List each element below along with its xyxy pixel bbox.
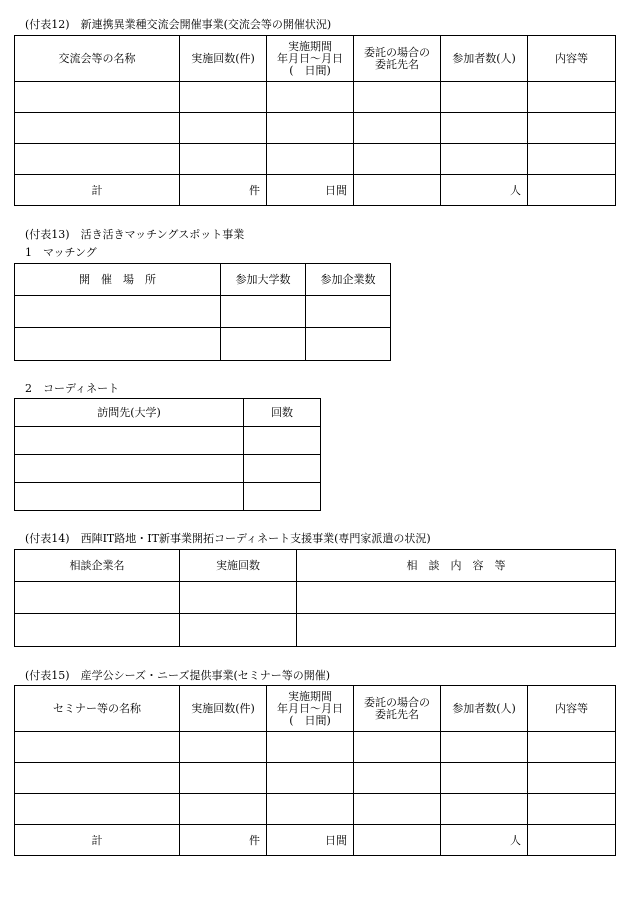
table15-title: (付表15) 産学公シーズ・ニーズ提供事業(セミナー等の開催) <box>25 669 331 682</box>
header-visit-university: 訪問先(大学) <box>15 399 244 427</box>
total-people-unit: 人 <box>441 825 528 856</box>
header-count: 実施回数(件) <box>180 686 267 732</box>
table13-title: (付表13) 活き活きマッチングスポット事業 <box>25 228 245 241</box>
header-count: 実施回数(件) <box>180 36 267 82</box>
table-row <box>15 296 391 328</box>
header-visit-count: 回数 <box>244 399 321 427</box>
total-count-unit: 件 <box>180 175 267 206</box>
total-people-unit: 人 <box>441 175 528 206</box>
header-content: 内容等 <box>528 686 616 732</box>
table-row <box>15 483 321 511</box>
header-seminar-name: セミナー等の名称 <box>15 686 180 732</box>
table-row <box>15 582 616 614</box>
table13-coordinate <box>14 398 321 511</box>
table-row <box>15 82 616 113</box>
header-content: 内容等 <box>528 36 616 82</box>
table-row <box>15 328 391 361</box>
header-sessions: 実施回数 <box>180 550 297 582</box>
table12-title: (付表12) 新連携異業種交流会開催事業(交流会等の開催状況) <box>25 18 332 31</box>
header-universities: 参加大学数 <box>221 264 306 296</box>
table-row <box>15 113 616 144</box>
total-row <box>15 175 616 206</box>
header-consult-content: 相 談 内 容 等 <box>297 550 616 582</box>
header-contractor: 委託の場合の 委託先名 <box>354 36 441 82</box>
total-label: 計 <box>15 175 180 206</box>
header-participants: 参加者数(人) <box>441 36 528 82</box>
total-count-unit: 件 <box>180 825 267 856</box>
header-period: 実施期間 年月日～月日 ( 日間) <box>267 36 354 82</box>
coordinate-subtitle: 2 コーディネート <box>25 382 120 395</box>
table-row <box>15 455 321 483</box>
table14-consulting <box>14 549 616 647</box>
total-label: 計 <box>15 825 180 856</box>
matching-subtitle: 1 マッチング <box>25 246 97 259</box>
header-company: 相談企業名 <box>15 550 180 582</box>
header-venue: 開 催 場 所 <box>15 264 221 296</box>
table-row <box>15 732 616 763</box>
table-row <box>15 794 616 825</box>
table-row <box>15 144 616 175</box>
table13-matching <box>14 263 391 361</box>
table-row <box>15 427 321 455</box>
header-period: 実施期間 年月日～月日 ( 日間) <box>267 686 354 732</box>
table12-events <box>14 35 616 206</box>
header-participants: 参加者数(人) <box>441 686 528 732</box>
total-days-unit: 日間 <box>267 825 354 856</box>
header-event-name: 交流会等の名称 <box>15 36 180 82</box>
table-row <box>15 614 616 647</box>
table14-title: (付表14) 西陣IT路地・IT新事業開拓コーディネート支援事業(専門家派遣の状況) <box>25 532 431 545</box>
total-row <box>15 825 616 856</box>
header-companies: 参加企業数 <box>306 264 391 296</box>
table-row <box>15 763 616 794</box>
total-days-unit: 日間 <box>267 175 354 206</box>
table15-seminars <box>14 685 616 856</box>
header-contractor: 委託の場合の 委託先名 <box>354 686 441 732</box>
